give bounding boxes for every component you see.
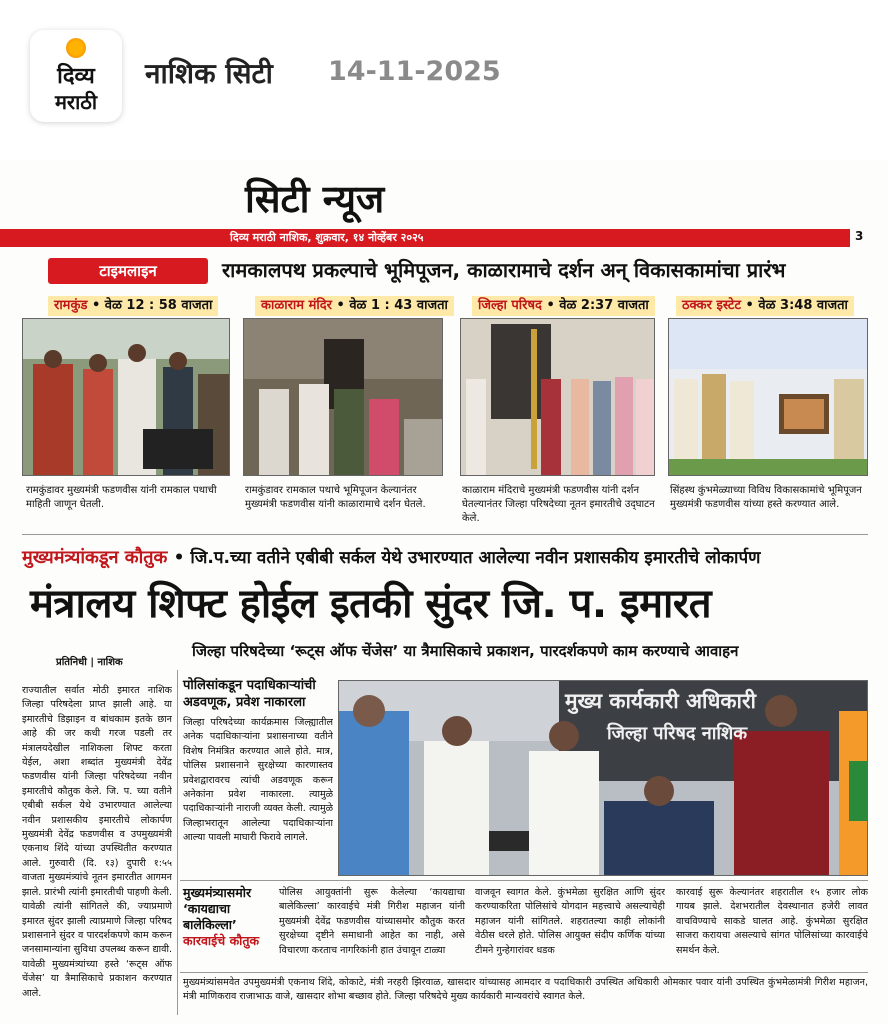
- article-bottom-1[interactable]: पोलिस आयुक्तांनी सुरू केलेल्या ‘कायद्याचा बालेकिल्ला’ कारवाईचे मंत्री गिरीश महाजन यांनी मुख्यमंत्री देवेंद्र फडणवीस यांच्यासमोर कौतुक करत सुरक्षेच्या दृष्टीने समाधानी आहेत का नाही, असे विचारणा करताच नागरिकांनी हात उंचावून टाळ्या: [279, 887, 465, 956]
- byline: प्रतिनिधी | नाशिक: [56, 657, 123, 668]
- timeline-time-2: वेळ 1 : 43 वाजता: [349, 298, 448, 313]
- timeline-time-1: वेळ 12 : 58 वाजता: [104, 298, 213, 313]
- sub-headline: जिल्हा परिषदेच्या ‘रूट्स ऑफ चेंजेस’ या त्रैमासिकाचे प्रकाशन, पारदर्शकपणे काम करण्याचे आवाहन: [192, 642, 739, 660]
- side-head-line-2: ‘कायद्याचा बालेकिल्ला’: [183, 901, 237, 932]
- box-headline: पोलिसांकडून पदाधिकाऱ्यांची अडवणूक, प्रवेश नाकारला: [183, 678, 316, 710]
- timeline-place-1: रामकुंड: [54, 298, 88, 313]
- timeline-caption-2: रामकुंडावर रामकाल पथाचे भूमिपूजन केल्यानंतर मुख्यमंत्री फडणवीस यांनी काळारामाचे दर्शन घेतले.: [245, 485, 426, 510]
- divya-marathi-logo[interactable]: [30, 30, 122, 122]
- main-photo[interactable]: [338, 680, 868, 876]
- section-divider: [22, 534, 868, 535]
- edition-bar: दिव्य मराठी नाशिक, शुक्रवार, १४ नोव्हेंबर २०२५: [0, 229, 850, 247]
- timeline-caption-4: सिंहस्थ कुंभमेळ्याच्या विविध विकासकामांचे भूमिपूजन मुख्यमंत्री फडणवीस यांच्या हस्ते करण्यात आले.: [670, 485, 862, 510]
- logo-line-1: दिव्य: [57, 64, 95, 89]
- timeline-photo-1[interactable]: [22, 318, 230, 476]
- timeline-label-1: रामकुंड • वेळ 12 : 58 वाजता: [48, 296, 218, 316]
- section-kicker: [22, 545, 760, 569]
- timeline-headline: रामकालपथ प्रकल्पाचे भूमिपूजन, काळारामाचे दर्शन अन् विकासकामांचा प्रारंभ: [222, 258, 786, 282]
- photo-sign-line-2: जिल्हा परिषद नाशिक: [607, 723, 748, 744]
- timeline-photo-2[interactable]: [243, 318, 443, 476]
- timeline-time-3: वेळ 2:37 वाजता: [559, 298, 649, 313]
- edition-city[interactable]: नाशिक सिटी: [145, 57, 273, 90]
- timeline-place-2: काळाराम मंदिर: [261, 298, 332, 313]
- timeline-photo-4[interactable]: [668, 318, 868, 476]
- timeline-label-3: जिल्हा परिषद • वेळ 2:37 वाजता: [472, 296, 655, 316]
- article-bottom-2[interactable]: वाजवून स्वागत केले. कुंभमेळा सुरक्षित आणि सुंदर करण्याकरिता पोलिसांचे योगदान महत्त्वाचे असल्याचेही महाजन यांनी सांगितले. शहरातल्या काही लोकांनी वेठीस धरले होते. पोलिस आयुक्त संदीप कर्णिक यांच्या टीमने गुन्हेगारांवर धडक: [475, 887, 665, 956]
- logo-line-2: मराठी: [54, 90, 98, 114]
- timeline-badge: टाइमलाइन: [48, 258, 208, 284]
- app-header: [0, 0, 888, 150]
- masthead: सिटी न्यूज: [245, 177, 385, 221]
- kicker-line: • जि.प.च्या वतीने एबीबी सर्कल येथे उभारण्यात आलेल्या नवीन प्रशासकीय इमारतीचे लोकार्पण: [173, 548, 761, 568]
- bottom-divider: [180, 880, 868, 881]
- timeline-caption-3: काळाराम मंदिराचे मुख्यमंत्री फडणवीस यांनी दर्शन घेतल्यानंतर जिल्हा परिषदेच्या नूतन इमारतीचे उद्‌घाटन केले.: [462, 485, 655, 524]
- timeline-place-4: ठक्कर इस्टेट: [682, 298, 742, 313]
- box-article[interactable]: जिल्हा परिषदेच्या कार्यक्रमास जिल्ह्यातील अनेक पदाधिकाऱ्यांना प्रशासनाच्या वतीने विशेष निमंत्रित करण्यात आले होते. मात्र, पोलिस प्रशासनाने सुरक्षेच्या कारणास्तव प्रवेशद्वारावरच त्यांची अडवणूक करून अनेकांना प्रवेश नाकारला. त्यामुळे पदाधिकाऱ्यांनी नाराजी व्यक्त केली. त्यामुळे जिल्हाभरातून आलेल्या पदाधिकाऱ्यांना आल्या पावली माघारी फिरावे लागले.: [183, 717, 333, 844]
- timeline-label-2: काळाराम मंदिर • वेळ 1 : 43 वाजता: [255, 296, 454, 316]
- kicker-red: मुख्यमंत्र्यांकडून कौतुक: [22, 547, 168, 568]
- timeline-label-4: ठक्कर इस्टेट • वेळ 3:48 वाजता: [676, 296, 854, 316]
- photo-sign-line-1: मुख्य कार्यकारी अधिकारी: [565, 689, 756, 713]
- article-column-1[interactable]: राज्यातील सर्वात मोठी इमारत नाशिक जिल्हा परिषदेला प्राप्त झाली आहे. या इमारतीचे डिझाइन व बांधकाम इतके छान आहे की जर कधी गरज पडली तर मंत्रालयदेखील नाशिकला शिफ्ट करता येईल, अशा शब्दांत मुख्यमंत्री देवेंद्र फडणवीस यांनी जिल्हा परिषदेच्या नवीन इमारतीचे कौतुक केले. जि. प. च्या वतीने एबीबी सर्कल येथे उभारण्यात आलेल्या नवीन प्रशासकीय इमारतीचे लोकार्पण मुख्यमंत्री देवेंद्र फडणवीस व उपमुख्यमंत्री एकनाथ शिंदे यांच्या उपस्थितीत करण्यात आले. गुरुवारी (दि. १३) दुपारी १:५५ वाजता मुख्यमंत्र्यांचे नूतन इमारतीत आगमन झाले. प्रारंभी त्यांनी इमारतीची पाहणी केली. यावेळी त्यांनी सांगितले की, ज्याप्रमाणे इमारत सुंदर झाली त्याप्रमाणे जिल्हा परिषद प्रशासनाने सुंदर व पारदर्शकपणे काम करून जनसामान्यांना सुविधा उपलब्ध करून द्यावी. यावेळी मुख्यमंत्र्यांच्या हस्ते ‘रूट्स ऑफ चेंजेस’ या त्रैमासिकाचे प्रकाशन करण्यात आले.: [22, 685, 172, 999]
- main-headline[interactable]: मंत्रालय शिफ्ट होईल इतकी सुंदर जि. प. इमारत: [30, 581, 712, 627]
- timeline-caption-1: रामकुंडावर मुख्यमंत्री फडणवीस यांनी रामकाल पथाची माहिती जाणून घेतली.: [26, 485, 217, 510]
- footer-article[interactable]: मुख्यमंत्र्यांसमवेत उपमुख्यमंत्री एकनाथ शिंदे, कोकाटे, मंत्री नरहरी झिरवाळ, खासदार यांच्यासह आमदार व पदाधिकारी उपस्थित अधिकारी ओमकार पवार यांनी उपस्थित कुंभमेळामंत्री गिरीश महाजन, मंत्री माणिकराव राजाभाऊ वाजे, खासदार शोभा बच्छाव होते. जिल्हा परिषदेचे मुख्य कार्यकारी मान्यवरांचे स्वागत केले.: [183, 977, 868, 1003]
- sun-icon: [66, 38, 86, 58]
- page-number: 3: [855, 229, 864, 243]
- article-bottom-3[interactable]: कारवाई सुरू केल्यानंतर शहरातील १५ हजार लोक गायब झाले. देशभरातील देवस्थानात हजेरी लावत वाचविण्याचे साकडे घालत आहे. कुंभमेळा सुरक्षित साजरा करायचा असल्याचे सांगत पोलिसांच्या कारवाईचे समर्थन केले.: [676, 887, 868, 956]
- side-head-line-1: मुख्यमंत्र्यासमोर: [183, 885, 252, 900]
- side-headline: [183, 885, 273, 949]
- edition-date[interactable]: 14-11-2025: [328, 56, 501, 87]
- side-head-line-3: कारवाईचे कौतुक: [183, 933, 260, 948]
- timeline-time-4: वेळ 3:48 वाजता: [758, 298, 848, 313]
- column-rule: [177, 670, 178, 1015]
- footer-divider: [180, 972, 868, 973]
- timeline-photo-3[interactable]: [460, 318, 655, 476]
- timeline-place-3: जिल्हा परिषद: [478, 298, 542, 313]
